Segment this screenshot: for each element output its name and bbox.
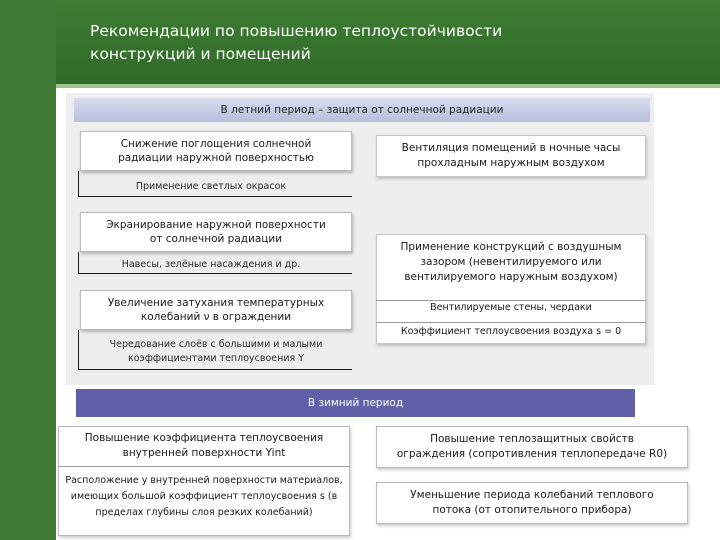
page-title [90, 20, 650, 66]
page-title-line-2: конструкций и помещений [90, 45, 311, 63]
winter-left-note-line-1: Расположение у внутренней поверхности материалов, [65, 475, 343, 486]
summer-left-box-3 [80, 290, 352, 330]
summer-left-box-2-line-1: Экранирование наружной поверхности [106, 219, 326, 231]
summer-left-box-3-line-2: колебаний ν в ограждении [140, 311, 292, 323]
summer-left-connector-1 [78, 171, 79, 197]
winter-left-title-line-2: внутренней поверхности Yint [122, 447, 286, 459]
summer-left-connector-3b [78, 369, 352, 370]
winter-left-box [58, 426, 350, 536]
winter-right-box-1-line-1: Повышение теплозащитных свойств [430, 433, 634, 445]
winter-right-box-1 [376, 426, 688, 468]
winter-left-divider [59, 466, 349, 467]
summer-left-connector-3 [78, 330, 79, 370]
winter-left-note [59, 473, 349, 521]
summer-left-box-3-line-1: Увеличение затухания температурных [107, 297, 325, 309]
summer-right-note-1: Вентилируемые стены, чердаки [430, 302, 592, 313]
summer-right-box-1-line-2: прохладным наружным воздухом [417, 157, 605, 169]
summer-left-note-1: Применение светлых окрасок [135, 181, 287, 192]
summer-header-bar: В летний период – защита от солнечной радиации [74, 98, 650, 122]
summer-right-box-1 [376, 135, 646, 177]
winter-left-title-line-1: Повышение коэффициента теплоусвоения [84, 432, 324, 444]
summer-left-connector-2 [78, 252, 79, 274]
summer-right-box-2-line-1: Применение конструкций с воздушным [400, 241, 622, 253]
summer-right-box-2-line-2: зазором (невентилируемого или [420, 256, 602, 268]
winter-right-box-1-line-2: ограждения (сопротивления теплопередаче R0) [396, 448, 668, 460]
summer-left-note-3-line-2: коэффициентами теплоусвоения Y [127, 353, 305, 364]
winter-left-note-line-2: имеющих большой коэффициент теплоусвоения s (в [70, 491, 338, 502]
summer-left-box-1-line-1: Снижение поглощения солнечной [120, 138, 312, 150]
winter-right-box-2-line-2: потока (от отопительного прибора) [432, 504, 632, 516]
summer-left-connector-1b [78, 196, 352, 197]
left-accent-bar [0, 0, 56, 540]
summer-left-note-2: Навесы, зелёные насаждения и др. [121, 259, 301, 270]
summer-left-box-1-line-2: радиации наружной поверхностью [118, 152, 314, 164]
summer-left-box-1 [80, 131, 352, 171]
summer-right-box-2-line-3: вентилируемого наружным воздухом) [404, 271, 618, 283]
winter-header-bar: В зимний период [76, 389, 635, 417]
summer-left-box-2-line-2: от солнечной радиации [149, 233, 283, 245]
summer-right-box-2 [376, 234, 646, 344]
summer-left-box-2 [80, 212, 352, 252]
summer-right-divider-2 [376, 322, 646, 323]
page-title-line-1: Рекомендации по повышению теплоустойчивости [90, 22, 503, 40]
summer-right-note-2: Коэффициент теплоусвоения воздуха s = 0 [400, 326, 622, 337]
summer-left-note-3-line-1: Чередование слоёв с большими и малыми [109, 339, 323, 350]
summer-right-divider-1 [376, 300, 646, 301]
summer-right-box-1-line-1: Вентиляция помещений в ночные часы [401, 142, 621, 154]
summer-left-connector-2b [78, 273, 352, 274]
summer-left-note-3 [80, 338, 352, 366]
winter-right-box-2 [376, 482, 688, 524]
winter-right-box-2-line-1: Уменьшение периода колебаний теплового [410, 489, 654, 501]
header-divider [56, 84, 720, 88]
winter-left-note-line-3: пределах глубины слоя резких колебаний) [95, 507, 313, 518]
